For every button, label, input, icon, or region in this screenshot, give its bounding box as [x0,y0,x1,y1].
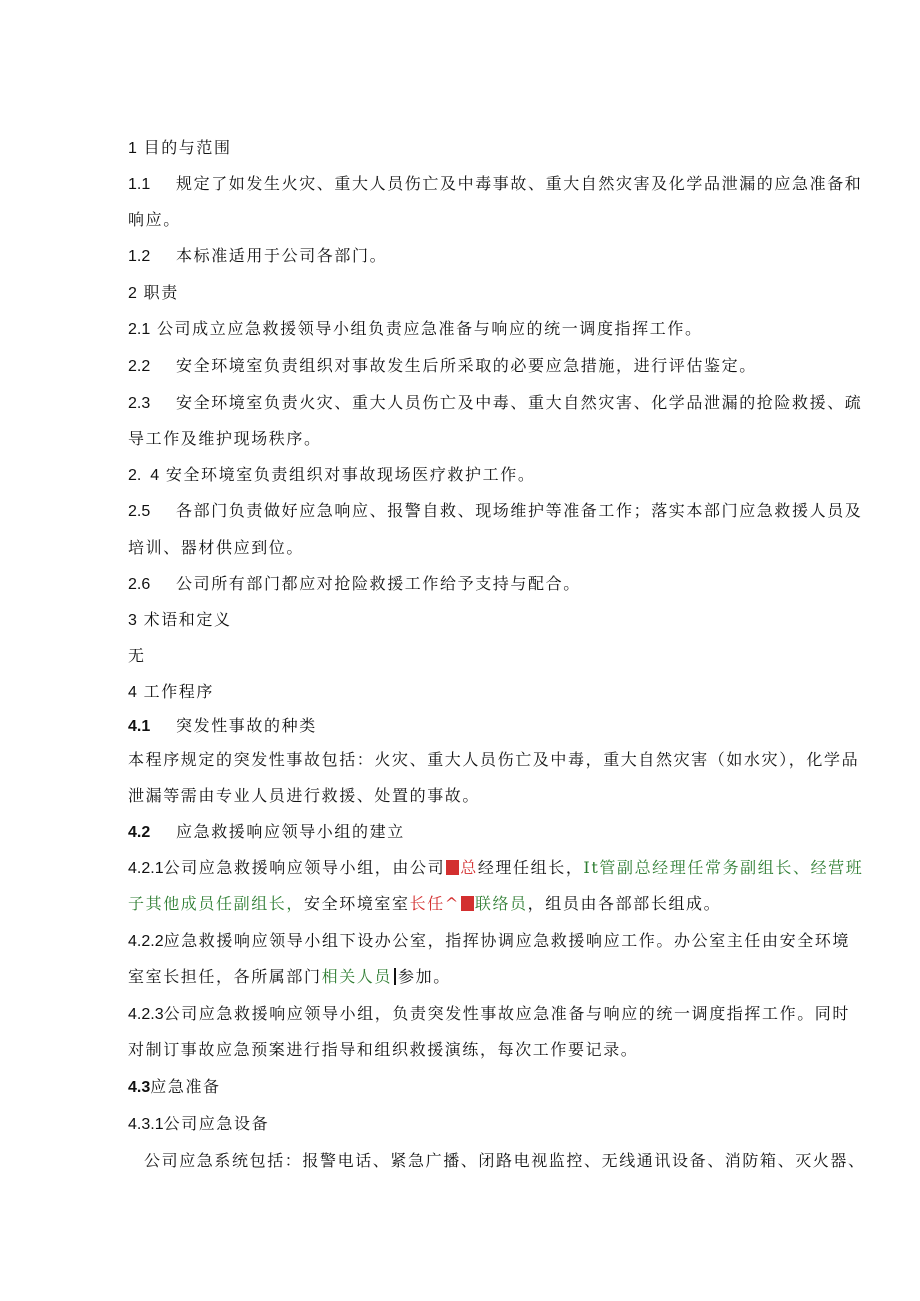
clause-text: 经理任组长， [477,858,584,877]
clause-2-6 [128,574,860,595]
clause-text: 公司所有部门都应对抢险救援工作给予支持与配合。 [176,574,581,593]
clause-2-2 [128,356,860,377]
clause-number: 1.1 [128,176,151,193]
clause-number: 1.2 [128,248,151,265]
clause-text: 导工作及维护现场秩序。 [128,429,322,448]
clause-4-2-2 [128,931,860,952]
clause-text: 公司应急救援响应领导小组，负责突发性事故应急准备与响应的统一调度指挥工作。同时 [163,1004,850,1023]
clause-1-1-cont [128,210,860,230]
section-number: 4 [128,684,137,701]
clause-text: 安全环境室负责组织对事故现场医疗救护工作。 [165,465,536,484]
subsection-title: 突发性事故的种类 [176,716,317,735]
clause-text: 安全环境室负责组织对事故发生后所采取的必要应急措施，进行评估鉴定。 [176,356,757,375]
subsection-4-3-heading [128,1077,860,1098]
clause-number: 2.2 [128,358,151,375]
subsection-4-1-heading [128,716,860,737]
highlighted-text: 子其他成员任副组长， [128,894,305,913]
clause-4-2-1-cont [128,894,860,914]
clause-title: 公司应急设备 [163,1114,270,1133]
clause-4-3-1 [128,1114,860,1135]
clause-text: 公司成立应急救援领导小组负责应急准备与响应的统一调度指挥工作。 [156,319,703,338]
subsection-number: 4.1 [128,718,151,735]
subsection-4-1-body [128,750,860,770]
clause-number: 2.3 [128,395,151,412]
section-4-heading [128,682,860,703]
section-number: 3 [128,612,137,629]
clause-text: 培训、器材供应到位。 [128,538,305,557]
clause-1-2 [128,246,860,267]
clause-text: 各部门负责做好应急响应、报警自救、现场维护等准备工作；落实本部门应急救援人员及 [176,501,863,520]
section-number: 2 [128,285,137,302]
clause-number: 4.2.3 [128,1006,164,1023]
redaction-mark [461,896,474,911]
clause-4-3-1-body [144,1151,870,1171]
section-number: 1 [128,140,137,157]
clause-text: ，组员由各部部长组成。 [527,894,722,913]
clause-text: 规定了如发生火灾、重大人员伤亡及中毒事故、重大自然灾害及化学品泄漏的应急准备和 [176,174,863,193]
clause-2-3-cont [128,429,860,449]
highlighted-text: 联络员 [474,894,528,913]
clause-4-2-2-cont [128,967,860,987]
clause-2-1 [128,319,860,340]
clause-4-2-3-cont [128,1040,860,1060]
section-text: 无 [128,646,146,665]
section-title: 工作程序 [143,682,214,701]
clause-2-3 [128,393,863,414]
clause-number: 2.5 [128,503,151,520]
highlighted-text: It管副总经理任常务副组长、经营班 [583,858,864,877]
subsection-title: 应急救援响应领导小组的建立 [176,822,405,841]
subsection-number: 4.3 [128,1079,151,1096]
subsection-4-1-body-cont [128,786,860,806]
clause-2-5 [128,501,863,522]
paragraph-text: 公司应急系统包括：报警电话、紧急广播、闭路电视监控、无线通讯设备、消防箱、灭火器、 [144,1151,866,1170]
clause-text: 安全环境室负责火灾、重大人员伤亡及中毒、重大自然灾害、化学品泄漏的抢险救援、疏 [176,393,863,412]
clause-number: 2. 4 [128,467,160,484]
section-1-heading [128,138,860,159]
section-title: 术语和定义 [143,610,232,629]
clause-4-2-1 [128,858,864,879]
clause-number: 2.1 [128,321,151,338]
clause-text: 室室长担任，各所属部门 [128,967,322,986]
clause-number: 4.3.1 [128,1116,164,1133]
clause-4-2-3 [128,1004,860,1025]
highlighted-text: 总 [460,858,478,877]
clause-text: 应急救援响应领导小组下设办公室，指挥协调应急救援响应工作。办公室主任由安全环境 [163,931,850,950]
clause-number: 2.6 [128,576,151,593]
section-3-heading [128,610,860,631]
paragraph-text: 泄漏等需由专业人员进行救援、处置的事故。 [128,786,481,805]
clause-2-4 [128,465,860,486]
clause-text: 对制订事故应急预案进行指导和组织救援演练，每次工作要记录。 [128,1040,639,1059]
text-cursor-mark [394,968,396,985]
subsection-number: 4.2 [128,824,151,841]
subsection-4-2-heading [128,822,860,843]
clause-text: 安全环境室室 [304,894,410,913]
clause-number: 4.2.2 [128,933,164,950]
clause-text: 参加。 [398,967,451,986]
section-3-body [128,646,860,666]
clause-2-5-cont [128,538,860,558]
clause-number: 4.2.1 [128,860,164,877]
section-2-heading [128,283,860,304]
clause-text: 公司应急救援响应领导小组，由公司 [163,858,446,877]
clause-text: 响应。 [128,210,181,229]
section-title: 目的与范围 [143,138,232,157]
clause-text: 本标准适用于公司各部门。 [176,246,388,265]
clause-1-1 [128,174,863,195]
section-title: 职责 [143,283,179,302]
highlighted-text: 长任^ [409,894,460,913]
redaction-mark [446,860,459,875]
subsection-title: 应急准备 [150,1077,221,1096]
highlighted-text: 相关人员 [321,967,393,986]
paragraph-text: 本程序规定的突发性事故包括：火灾、重大人员伤亡及中毒，重大自然灾害（如水灾），化学品 [128,750,860,769]
